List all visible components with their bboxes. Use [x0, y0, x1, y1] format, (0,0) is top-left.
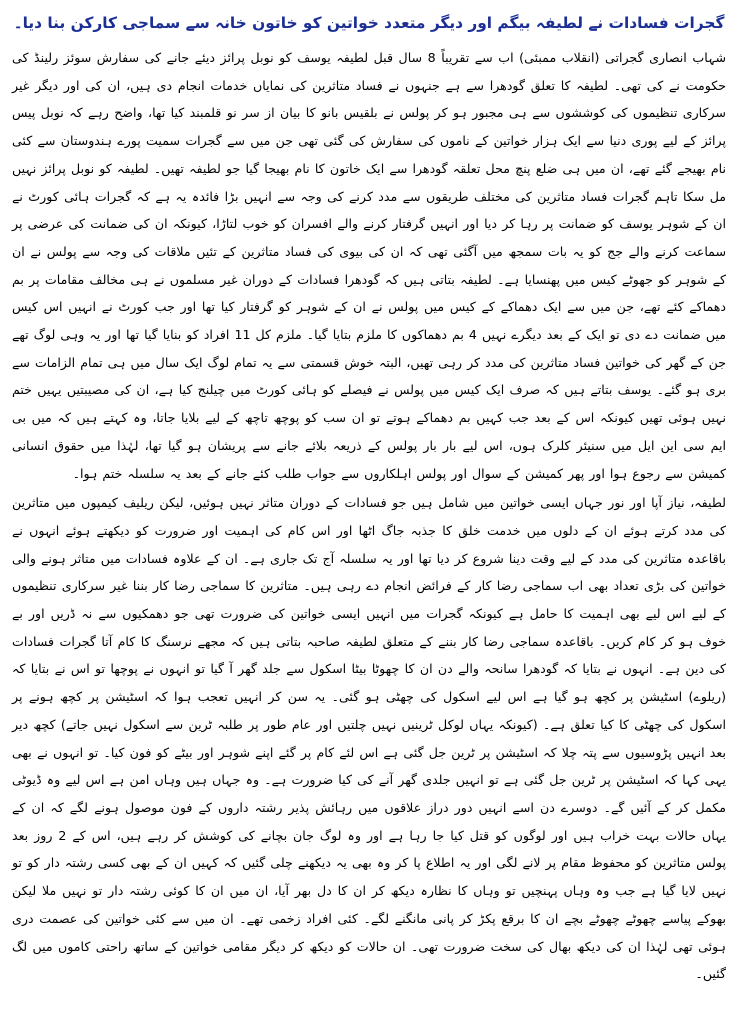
article-headline: گجرات فسادات نے لطیفہ بیگم اور دیگر متعدد خواتین کو خاتون خانہ سے سماجی کارکن بنا دیا۔ — [13, 14, 725, 32]
article-paragraph-1: شہاب انصاری گجراتی (انقلاب ممبئی) اب سے تقریباً 8 سال قبل لطیفہ یوسف کو نوبل پرائز دیئے جانے کی سفارش سوئز رلینڈ کی حکومت نے کی تھی۔ لطیفہ کا تعلق گودھرا سے ہے جنہوں نے فساد متاثرین کی نمایاں خدمات انجام دی ہیں، ان کی اور دیگر غیر سرکاری تنظیموں کی کوششوں سے ہی مجبور ہو کر پولس نے بلقیس بانو کا بیان از سر نو قلمبند کیا تھا، واضح رہے کہ نوبل پیس پرائز کے لیے پوری دنیا سے ایک ہزار خواتین کے ناموں کی سفارش کی گئی تھی جن میں سے گجرات سمیت پورے ہندوستان سے کئی نام بھیجے گئے تھے، ان میں ہی ضلع پنچ محل تعلقہ گودھرا سے ایک خاتون کا نام بھیجا گیا جو لطیفہ تھیں۔ لطیفہ کو نوبل پرائز نہیں مل سکا تاہم گجرات فساد متاثرین کی مختلف طریقوں سے مدد کرنے کی وجہ سے انہیں بڑا فائدہ یہ ہے کہ گجرات ہائی کورٹ نے ان کے شوہر یوسف کو ضمانت پر رہا کر دیا اور انہیں گرفتار کرنے والے افسران کو خوب لتاڑا، کیونکہ ان کی ضمانت کی عرضی پر سماعت کرنے والے جج کو یہ بات سمجھ میں آگئی تھی کہ ان کی بیوی کی فساد متاثرین کے تئیں ملاقات کی وجہ سے پولس نے ان کے شوہر کو جھوٹے کیس میں پھنسایا ہے۔ لطیفہ بتاتی ہیں کہ گودھرا فسادات کے دوران غیر مسلموں نے ہی مخالف مقامات پر بم دھماکے کئے تھے، جن میں سے ایک دھماکے کے کیس میں پولس نے ان کے شوہر کو گرفتار کیا تھا اور جب کورٹ نے انہیں اس کیس میں ضمانت دے دی تو ایک کے بعد دیگرے نہیں 4 بم دھماکوں کا ملزم بتایا گیا۔ ملزم کل 11 افراد کو بنایا گیا تھا اور یہ وہی لوگ تھے جن کے گھر کی خواتین فساد متاثرین کی مدد کر رہی تھیں، البتہ خوش قسمتی سے یہ تمام لوگ ایک سال میں ہی تمام الزامات سے بری ہو گئے۔ یوسف بتاتے ہیں کہ صرف ایک کیس میں پولس نے فیصلے کو ہائی کورٹ میں چیلنج کیا ہے، ان کی مصیبتیں یہیں ختم نہیں ہوئی تھیں کیونکہ اس کے بعد جب کہیں بم دھماکے ہوتے تو ان سب کو پوچھ تاچھ کے لیے بلایا جاتا، وہ کہتے ہیں کہ میں بی ایم سی این ایل میں سنیئر کلرک ہوں، اس لیے بار بار پولس کے ذریعہ بلائے جانے سے پریشان ہو گیا تھا، لہٰذا میں حقوق انسانی کمیشن سے رجوع ہوا اور پھر کمیشن کے سوال اور پولس اہلکاروں سے جواب طلب کئے جانے کے بعد یہ سلسلہ ختم ہوا۔ — [12, 50, 727, 481]
article-paragraph-2: لطیفہ، نیاز آپا اور نور جہاں ایسی خواتین میں شامل ہیں جو فسادات کے دوران متاثر نہیں ہوئیں، لیکن ریلیف کیمپوں میں متاثرین کی مدد کرتے ہوئے ان کے دلوں میں خدمت خلق کا جذبہ جاگ اٹھا اور اس کام کی اہمیت اور ضرورت کو دیکھتے ہوئے انہوں نے باقاعدہ متاثرین کی مدد کے لیے وقت دینا شروع کر دیا تھا اور یہ سلسلہ آج تک جاری ہے۔ ان کے علاوہ فسادات میں متاثر ہونے والی خواتین کی بڑی تعداد بھی اب سماجی رضا کار کے فرائض انجام دے رہی ہیں۔ متاثرین کا سماجی رضا کار بننا غیر سرکاری تنظیموں کے لیے اس لیے بھی اہمیت کا حامل ہے کیونکہ گجرات میں انہیں ایسی خواتین کی ضرورت تھی جو دھمکیوں سے نہ ڈریں اور بے خوف ہو کر کام کریں۔ باقاعدہ سماجی رضا کار بننے کے متعلق لطیفہ صاحبہ بتاتی ہیں کہ مجھے نرسنگ کا کام آتا گجرات فسادات کی دین ہے۔ انہوں نے بتایا کہ گودھرا سانحہ والے دن ان کا چھوٹا بیٹا اسکول سے جلد گھر آ گیا تو انہوں نے پوچھا تو اس نے بتایا کہ (ریلوے) اسٹیشن پر کچھ ہو گیا ہے اس لیے اسکول کی چھٹی ہو گئی۔ یہ سن کر انہیں تعجب ہوا کہ اسٹیشن پر کچھ ہونے پر اسکول کی چھٹی کا کیا تعلق ہے۔ (کیونکہ یہاں لوکل ٹرینیں نہیں چلتیں اور عام طور پر طلبہ ٹرین سے اسکول نہیں جاتے) کچھ دیر بعد انہیں پڑوسیوں سے پتہ چلا کہ اسٹیشن پر ٹرین جل گئی ہے اس لئے کام پر گئے اپنے شوہر اور بیٹے کو فون کیا۔ تو انہوں نے بھی یہی کہا کہ اسٹیشن پر ٹرین جل گئی ہے تو انہیں جلدی گھر آنے کی کیا ضرورت ہے۔ وہ جہاں ہیں وہاں امن ہے اس لیے وہ ڈیوٹی مکمل کر کے آئیں گے۔ دوسرے دن اسے انہیں دور دراز علاقوں میں رہائش پذیر رشتہ داروں کے فون موصول ہونے لگے کہ ان کے یہاں حالات بہت خراب ہیں اور لوگوں کو قتل کیا جا رہا ہے اور وہ لوگ جان بچانے کی کوشش کر رہے ہیں، اس کے 2 روز بعد پولس متاثرین کو محفوظ مقام پر لانے لگی اور یہ اطلاع پا کر وہ بھی یہ دیکھنے چلی گئیں کہ کہیں ان کے بھی کسی رشتہ دار کو تو نہیں لایا گیا ہے جب وہ وہاں پہنچیں تو وہاں کا نظارہ دیکھ کر ان کا دل بھر آیا، ان میں ان کا کوئی رشتہ دار تو نہیں ملا لیکن بھوکے پیاسے چھوٹے چھوٹے بچے ان کا برقع پکڑ کر پانی مانگنے لگے۔ کئی افراد زخمی تھے۔ ان میں سے کئی خواتین کی عصمت دری ہوئی تھی لہٰذا ان کی دیکھ بھال کی سخت ضرورت تھی۔ ان حالات کو دیکھ کر دیگر مقامی خواتین کے ساتھ راحتی کاموں میں لگ گئیں۔ — [12, 495, 726, 982]
